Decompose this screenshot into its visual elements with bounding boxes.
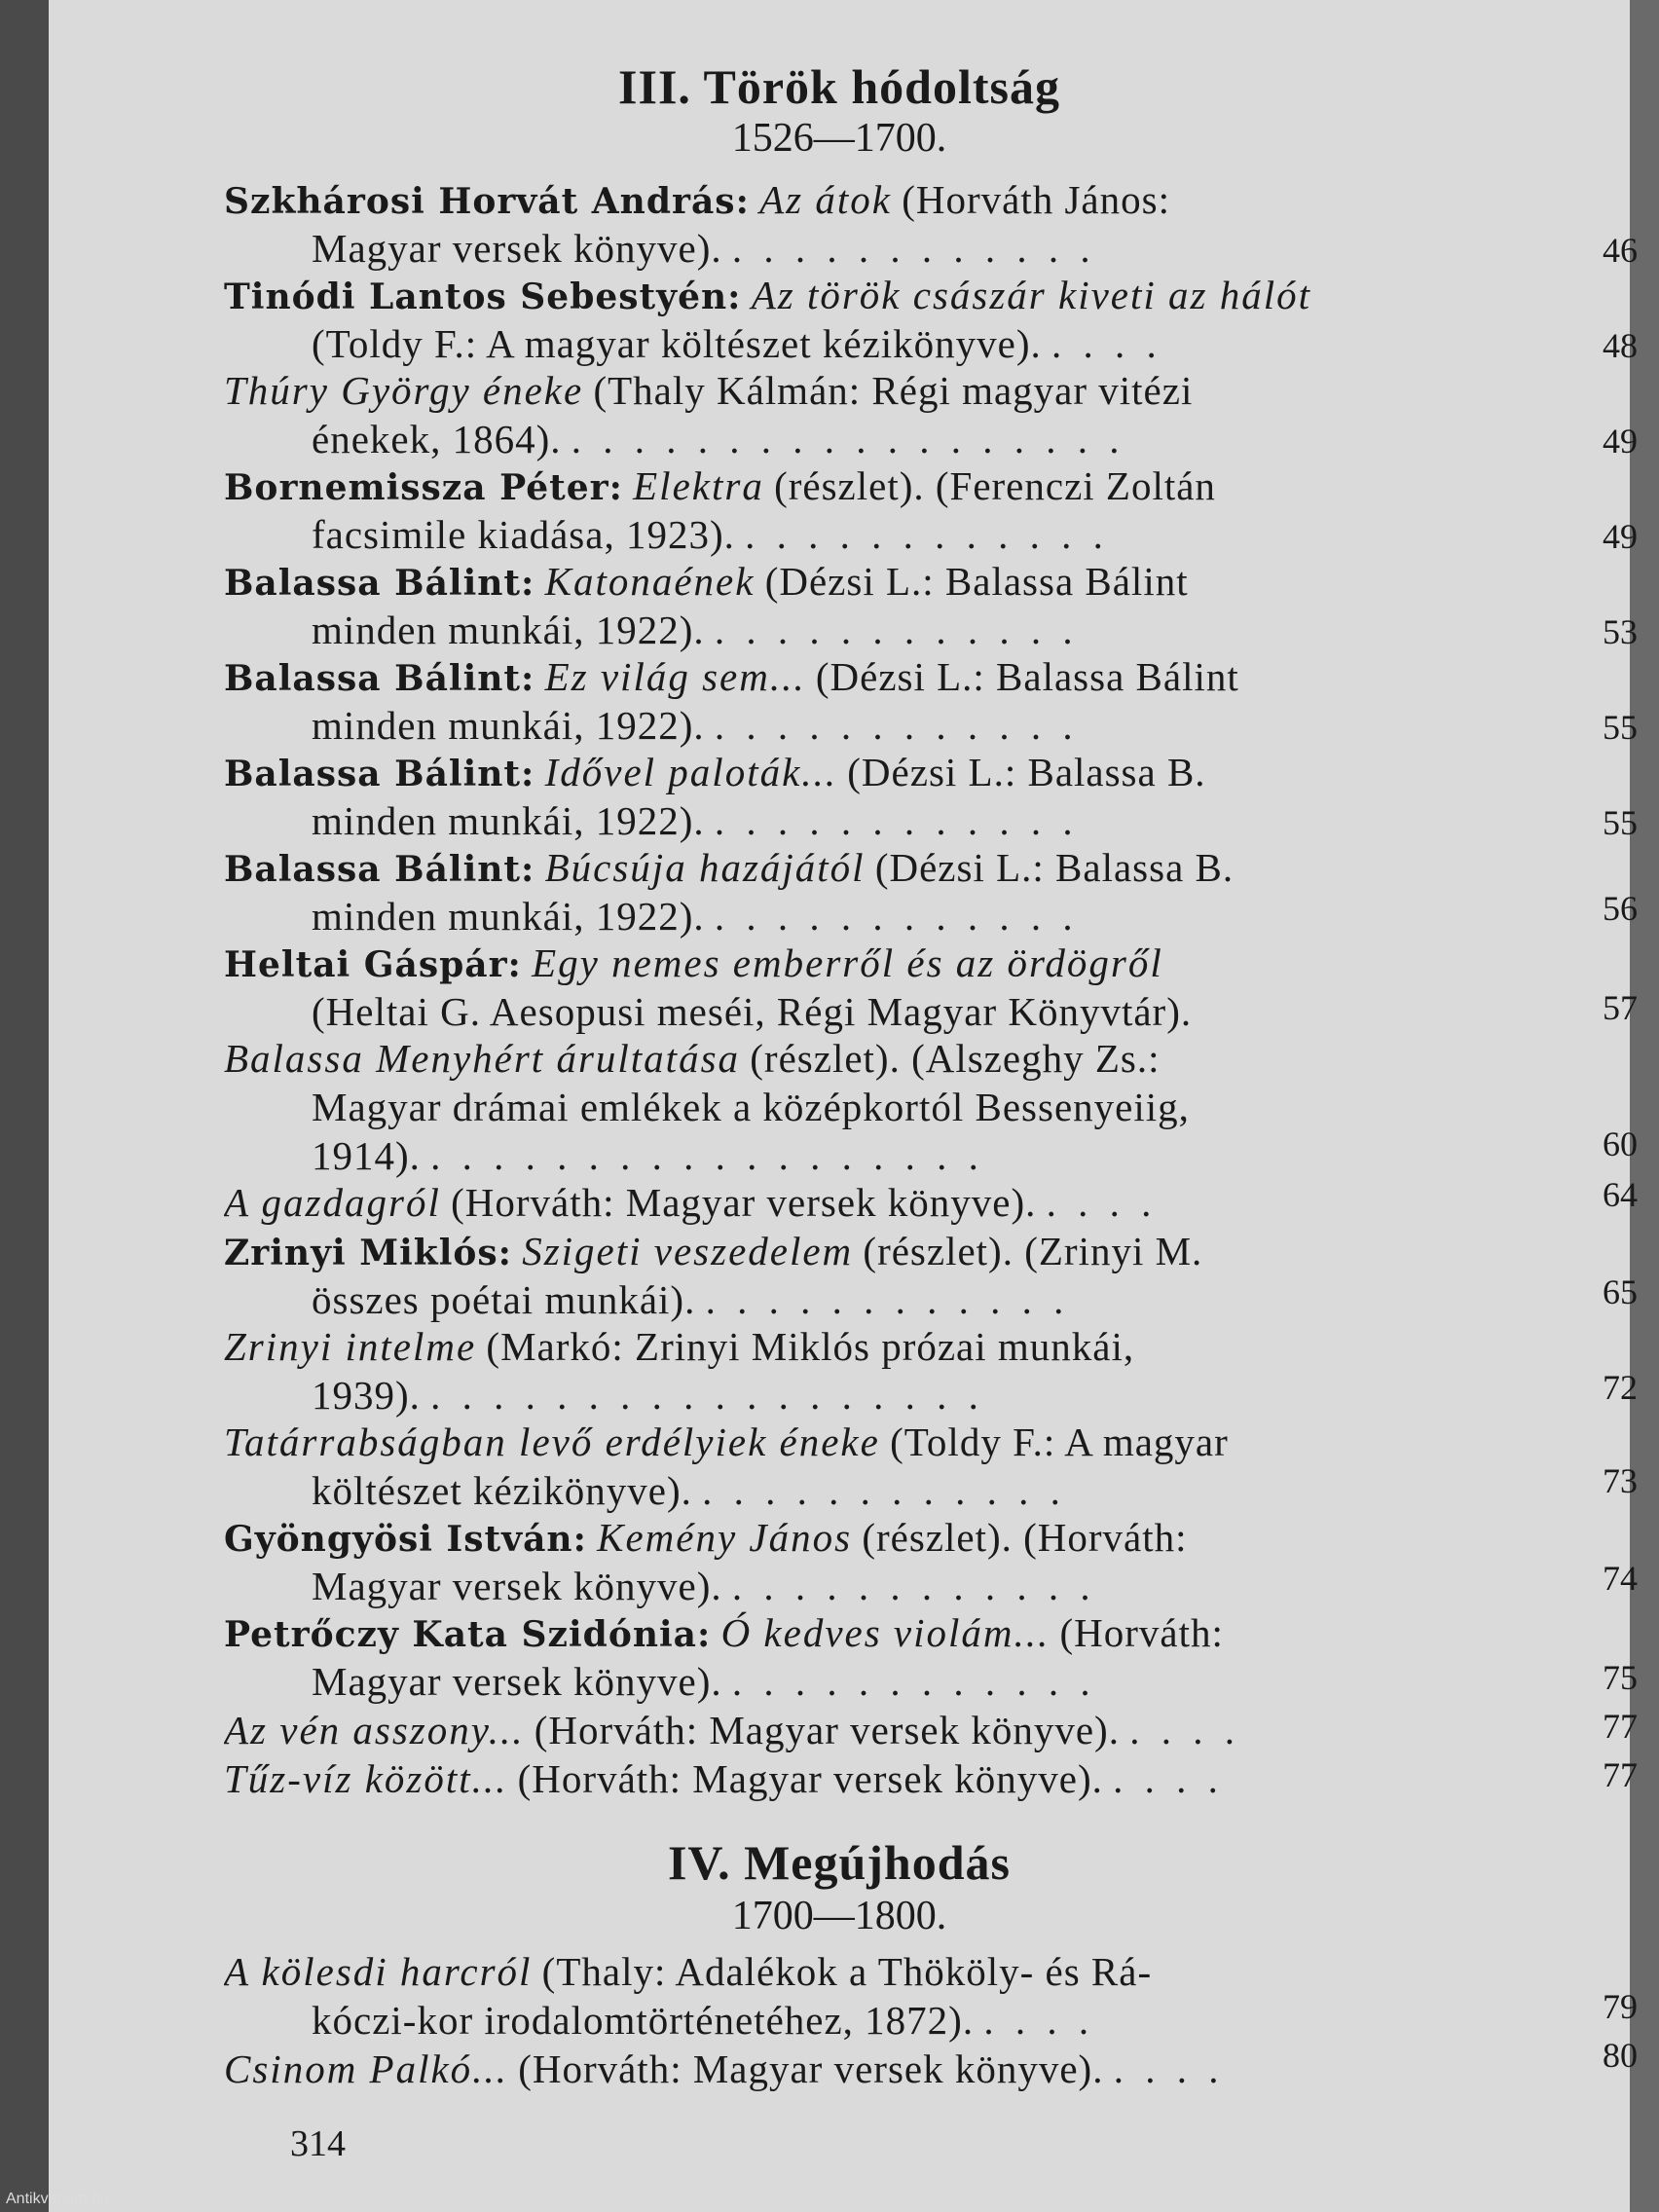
page-ref: 48 — [1603, 326, 1638, 365]
toc-entry: Balassa Bálint: Ez világ sem... (Dézsi L.: Balassa Bálint — [224, 654, 1239, 699]
page-ref: 79 — [1603, 1987, 1638, 2026]
page-ref: 49 — [1603, 517, 1638, 556]
toc-entry-continuation: (Heltai G. Aesopusi meséi, Régi Magyar Könyvtár). — [312, 989, 1193, 1034]
page-ref: 55 — [1603, 803, 1638, 842]
toc-entry: Csinom Palkó... (Horváth: Magyar versek könyve). . . . . — [224, 2046, 1225, 2091]
toc-entry-continuation: Magyar versek könyve). . . . . . . . . . . . . — [312, 1659, 1096, 1704]
toc-entry-continuation: Magyar versek könyve). . . . . . . . . . . . . — [312, 1564, 1096, 1608]
toc-entry-continuation: kóczi-kor irodalomtörténetéhez, 1872). . . . . — [312, 1998, 1095, 2043]
section-years-4: 1700—1800. — [731, 1894, 947, 1938]
toc-entry-continuation: (Toldy F.: A magyar költészet kézikönyve). . . . . — [312, 321, 1162, 366]
toc-entry-continuation: Magyar versek könyve). . . . . . . . . . . . . — [312, 226, 1096, 271]
section-years-3: 1526—1700. — [731, 116, 947, 161]
page-number: 314 — [290, 2123, 346, 2164]
toc-entry: Balassa Menyhért árultatása (részlet). (Alszeghy Zs.: — [224, 1036, 1161, 1081]
toc-entry-continuation: minden munkái, 1922). . . . . . . . . . . . . — [312, 608, 1079, 652]
page-ref: 77 — [1603, 1755, 1638, 1794]
toc-entry-continuation: énekek, 1864). . . . . . . . . . . . . . . . . . . — [312, 417, 1125, 461]
page-ref: 53 — [1603, 612, 1638, 651]
toc-entry: Szkhárosi Horvát András: Az átok (Horváth János: — [224, 177, 1170, 222]
toc-entry-continuation: költészet kézikönyve). . . . . . . . . . . . . — [312, 1468, 1066, 1513]
toc-entry: Thúry György éneke (Thaly Kálmán: Régi magyar vitézi — [224, 368, 1194, 413]
page-ref: 64 — [1603, 1175, 1638, 1214]
toc-entry: Balassa Bálint: Búcsúja hazájától (Dézsi L.: Balassa B. — [224, 845, 1235, 890]
toc-entry-continuation: összes poétai munkái). . . . . . . . . . . . . — [312, 1277, 1070, 1322]
page-ref: 46 — [1603, 231, 1638, 270]
page-ref: 77 — [1603, 1707, 1638, 1746]
toc-entry: Zrinyi Miklós: Szigeti veszedelem (részlet). (Zrinyi M. — [224, 1229, 1203, 1273]
toc-entry-continuation: minden munkái, 1922). . . . . . . . . . . . . — [312, 703, 1079, 748]
toc-entry-continuation: minden munkái, 1922). . . . . . . . . . . . . — [312, 894, 1079, 939]
toc-entry-continuation: facsimile kiadása, 1923). . . . . . . . . . . . . — [312, 512, 1109, 557]
toc-entry: Balassa Bálint: Katonaének (Dézsi L.: Balassa Bálint — [224, 559, 1189, 604]
page-ref: 49 — [1603, 422, 1638, 461]
section-title-4: IV. Megújhodás — [667, 1835, 1012, 1890]
toc-entry-continuation: minden munkái, 1922). . . . . . . . . . . . . — [312, 798, 1079, 843]
toc-entry: A gazdagról (Horváth: Magyar versek könyve). . . . . — [224, 1180, 1158, 1225]
page-ref: 73 — [1603, 1461, 1638, 1500]
page-ref: 75 — [1603, 1658, 1638, 1697]
page-ref: 80 — [1603, 2036, 1638, 2075]
toc-entry-continuation: 1914). . . . . . . . . . . . . . . . . . . — [312, 1133, 984, 1178]
book-page — [49, 0, 1638, 2212]
page-ref: 56 — [1603, 889, 1638, 928]
page-ref: 57 — [1603, 988, 1638, 1027]
toc-entry: Bornemissza Péter: Elektra (részlet). (Ferenczi Zoltán — [224, 463, 1216, 508]
toc-entry: Tűz-víz között... (Horváth: Magyar versek könyve). . . . . — [224, 1756, 1224, 1801]
watermark: Antikvarium.hu — [6, 2191, 109, 2207]
toc-entry-continuation: 1939). . . . . . . . . . . . . . . . . . . — [312, 1373, 984, 1418]
page-ref: 65 — [1603, 1272, 1638, 1311]
toc-entry: Zrinyi intelme (Markó: Zrinyi Miklós prózai munkái, — [224, 1324, 1135, 1369]
toc-entry: Az vén asszony... (Horváth: Magyar versek könyve). . . . . — [224, 1708, 1240, 1752]
toc-entry: Petrőczy Kata Szidónia: Ó kedves violám... (Horváth: — [224, 1610, 1224, 1655]
toc-entry: Tinódi Lantos Sebestyén: Az török császár kiveti az hálót — [224, 273, 1312, 317]
toc-entry: A kölesdi harcról (Thaly: Adalékok a Thököly- és Rá- — [224, 1949, 1153, 1994]
toc-entry-continuation: Magyar drámai emlékek a középkortól Bessenyeiig, — [312, 1085, 1190, 1129]
book-binding-edge — [0, 0, 49, 2212]
toc-entry: Balassa Bálint: Idővel paloták... (Dézsi L.: Balassa B. — [224, 750, 1206, 794]
toc-entry: Heltai Gáspár: Egy nemes emberről és az ördögről — [224, 940, 1163, 985]
page-ref: 74 — [1603, 1559, 1638, 1598]
toc-entry: Tatárrabságban levő erdélyiek éneke (Toldy F.: A magyar — [224, 1419, 1229, 1464]
toc-entry: Gyöngyösi István: Kemény János (részlet). (Horváth: — [224, 1515, 1188, 1560]
page-ref: 72 — [1603, 1368, 1638, 1407]
page-ref: 60 — [1603, 1124, 1638, 1163]
page-ref: 55 — [1603, 708, 1638, 747]
section-title-3: III. Török hódoltság — [618, 59, 1060, 114]
